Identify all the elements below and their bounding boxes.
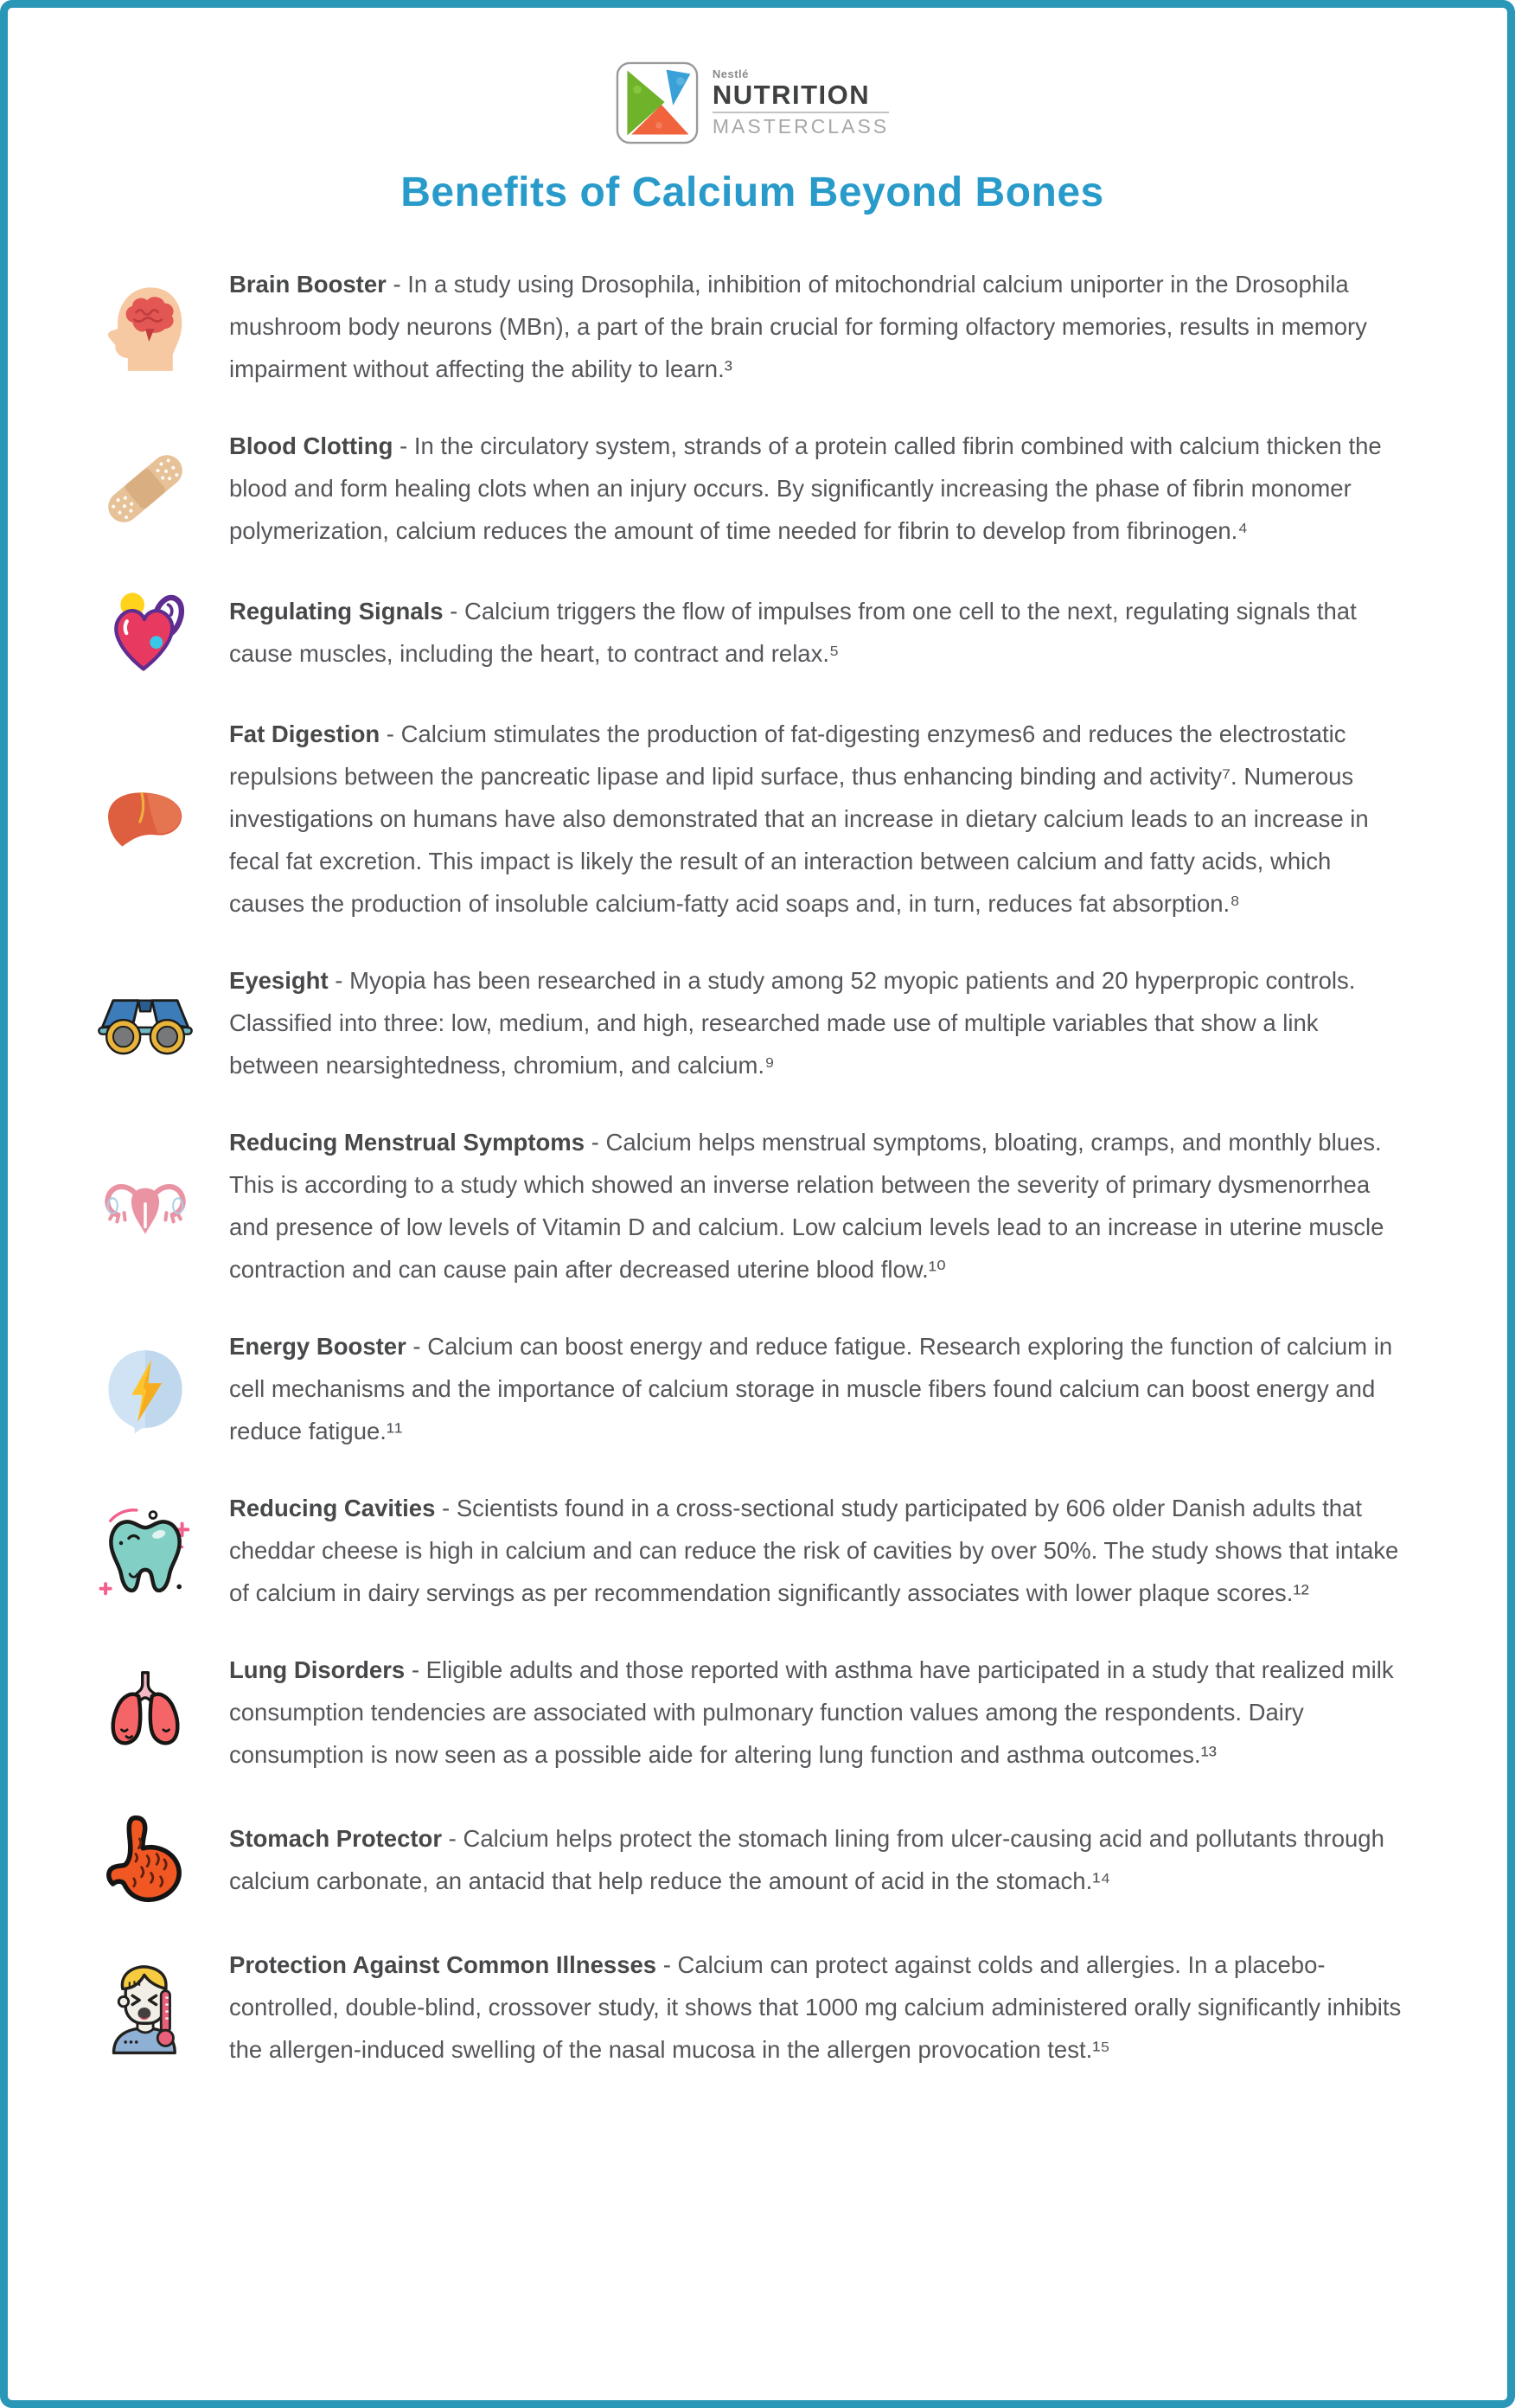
- logo: [93, 61, 1412, 144]
- benefit-title: Stomach Protector: [229, 1825, 443, 1852]
- header: [93, 61, 1412, 216]
- benefit-section: [93, 586, 1412, 678]
- nutrition-masterclass-logo-icon: [616, 61, 699, 144]
- benefit-body: - In the circulatory system, strands of a protein called fibrin combined with calcium thicken the blood and form healing clots when an injury occurs. By significantly increasing the phase of fibrin monomer polymerization, calcium reduces the amount of time needed for fibrin to develop from fibrinogen.⁴: [229, 432, 1382, 544]
- lungs-icon: [93, 1665, 198, 1760]
- benefit-paragraph: [229, 1487, 1412, 1614]
- benefit-section: [93, 1649, 1412, 1776]
- benefit-paragraph: [229, 1325, 1412, 1452]
- benefit-paragraph: [229, 1944, 1412, 2071]
- benefit-paragraph: [229, 1649, 1412, 1776]
- benefit-title: Protection Against Common Illnesses: [229, 1951, 657, 1978]
- eyeglasses-icon: [93, 989, 198, 1058]
- benefit-body: - Eligible adults and those reported with asthma have participated in a study that realized milk consumption tendencies are associated with pulmonary function values among the respondents. Dairy consumption is now seen as a possible aide for altering lung function and asthma outcomes.¹³: [229, 1656, 1394, 1768]
- benefit-body: - Calcium can boost energy and reduce fatigue. Research exploring the function of calcium in cell mechanisms and the importance of calcium storage in muscle fibers found calcium can boost energy and reduce fatigue.¹¹: [229, 1333, 1393, 1444]
- stomach-icon: [93, 1810, 198, 1909]
- logo-primary: NUTRITION: [712, 79, 871, 110]
- benefit-title: Reducing Menstrual Symptoms: [229, 1129, 585, 1156]
- benefit-paragraph: [229, 713, 1412, 925]
- benefit-section: [93, 1121, 1412, 1290]
- liver-icon: [93, 775, 198, 863]
- benefit-paragraph: [229, 959, 1412, 1086]
- benefit-body: - Calcium triggers the flow of impulses from one cell to the next, regulating signals that cause muscles, including the heart, to contract and relax.⁵: [229, 598, 1357, 667]
- tooth-icon: [93, 1502, 198, 1599]
- benefit-paragraph: [229, 263, 1412, 390]
- benefits-list: [93, 263, 1412, 2071]
- benefit-body: - Myopia has been researched in a study among 52 myopic patients and 20 hyperpropic controls. Classified into three: low, medium, and high, researched made use of multiple variables that show a link between nearsightedness, chromium, and calcium.⁹: [229, 967, 1356, 1079]
- benefit-paragraph: [229, 1121, 1412, 1290]
- benefit-section: [93, 959, 1412, 1086]
- benefit-paragraph: [229, 425, 1412, 552]
- benefit-body: - Calcium stimulates the production of fat-digesting enzymes6 and reduces the electrostatic repulsions between the pancreatic lipase and lipid surface, thus enhancing binding and activity⁷. Numerous investigations on humans have also demonstrated that an increase in dietary calcium leads to an increase in fecal fat excretion. This impact is likely the result of an interaction between calcium and fatty acids, which causes the production of insoluble calcium-fatty acid soaps and, in turn, reduces fat absorption.⁸: [229, 720, 1369, 917]
- sick-person-icon: [93, 1958, 198, 2057]
- benefit-section: [93, 425, 1412, 552]
- benefit-section: [93, 1325, 1412, 1452]
- benefit-body: - Calcium helps protect the stomach lining from ulcer-causing acid and pollutants through calcium carbonate, an antacid that help reduce the amount of acid in the stomach.¹⁴: [229, 1825, 1384, 1894]
- benefit-body: - Calcium helps menstrual symptoms, bloating, cramps, and monthly blues. This is according to a study which showed an inverse relation between the severity of primary dysmenorrhea and presence of low levels of Vitamin D and calcium. Low calcium levels lead to an increase in uterine muscle contraction and can cause pain after decreased uterine blood flow.¹⁰: [229, 1129, 1384, 1283]
- bandage-icon: [93, 440, 198, 537]
- brain-icon: [93, 278, 198, 376]
- benefit-title: Reducing Cavities: [229, 1495, 436, 1521]
- benefit-section: [93, 1944, 1412, 2071]
- benefit-paragraph: [229, 1817, 1412, 1902]
- logo-brand: Nestlé: [712, 67, 749, 80]
- uterus-icon: [93, 1162, 198, 1250]
- benefit-body: - Calcium can protect against colds and allergies. In a placebo-controlled, double-blind, crossover study, it shows that 1000 mg calcium administered orally significantly inhibits the allergen-induced swelling of the nasal mucosa in the allergen provocation test.¹⁵: [229, 1951, 1402, 2063]
- benefit-section: [93, 1810, 1412, 1909]
- logo-text: [713, 68, 889, 138]
- benefit-title: Fat Digestion: [229, 720, 380, 747]
- lightning-icon: [93, 1341, 198, 1438]
- benefit-title: Lung Disorders: [229, 1656, 406, 1683]
- benefit-title: Regulating Signals: [229, 598, 444, 624]
- benefit-paragraph: [229, 590, 1412, 675]
- benefit-body: - In a study using Drosophila, inhibition of mitochondrial calcium uniporter in the Drosophila mushroom body neurons (MBn), a part of the brain crucial for forming olfactory memories, results in memory impairment without affecting the ability to learn.³: [229, 271, 1367, 382]
- benefit-section: [93, 1487, 1412, 1614]
- benefit-title: Energy Booster: [229, 1333, 406, 1360]
- heart-muscle-icon: [93, 586, 198, 678]
- page-title: Benefits of Calcium Beyond Bones: [400, 170, 1104, 215]
- benefit-title: Blood Clotting: [229, 432, 393, 459]
- benefit-title: Eyesight: [229, 967, 329, 994]
- benefit-body: - Scientists found in a cross-sectional study participated by 606 older Danish adults that cheddar cheese is high in calcium and can reduce the risk of cavities by over 50%. The study shows that intake of calcium in dairy servings as per recommendation significantly associates with lower plaque scores.¹²: [229, 1495, 1399, 1606]
- benefit-title: Brain Booster: [229, 271, 387, 298]
- logo-secondary: MASTERCLASS: [713, 112, 889, 138]
- benefit-section: [93, 263, 1412, 390]
- benefit-section: [93, 713, 1412, 925]
